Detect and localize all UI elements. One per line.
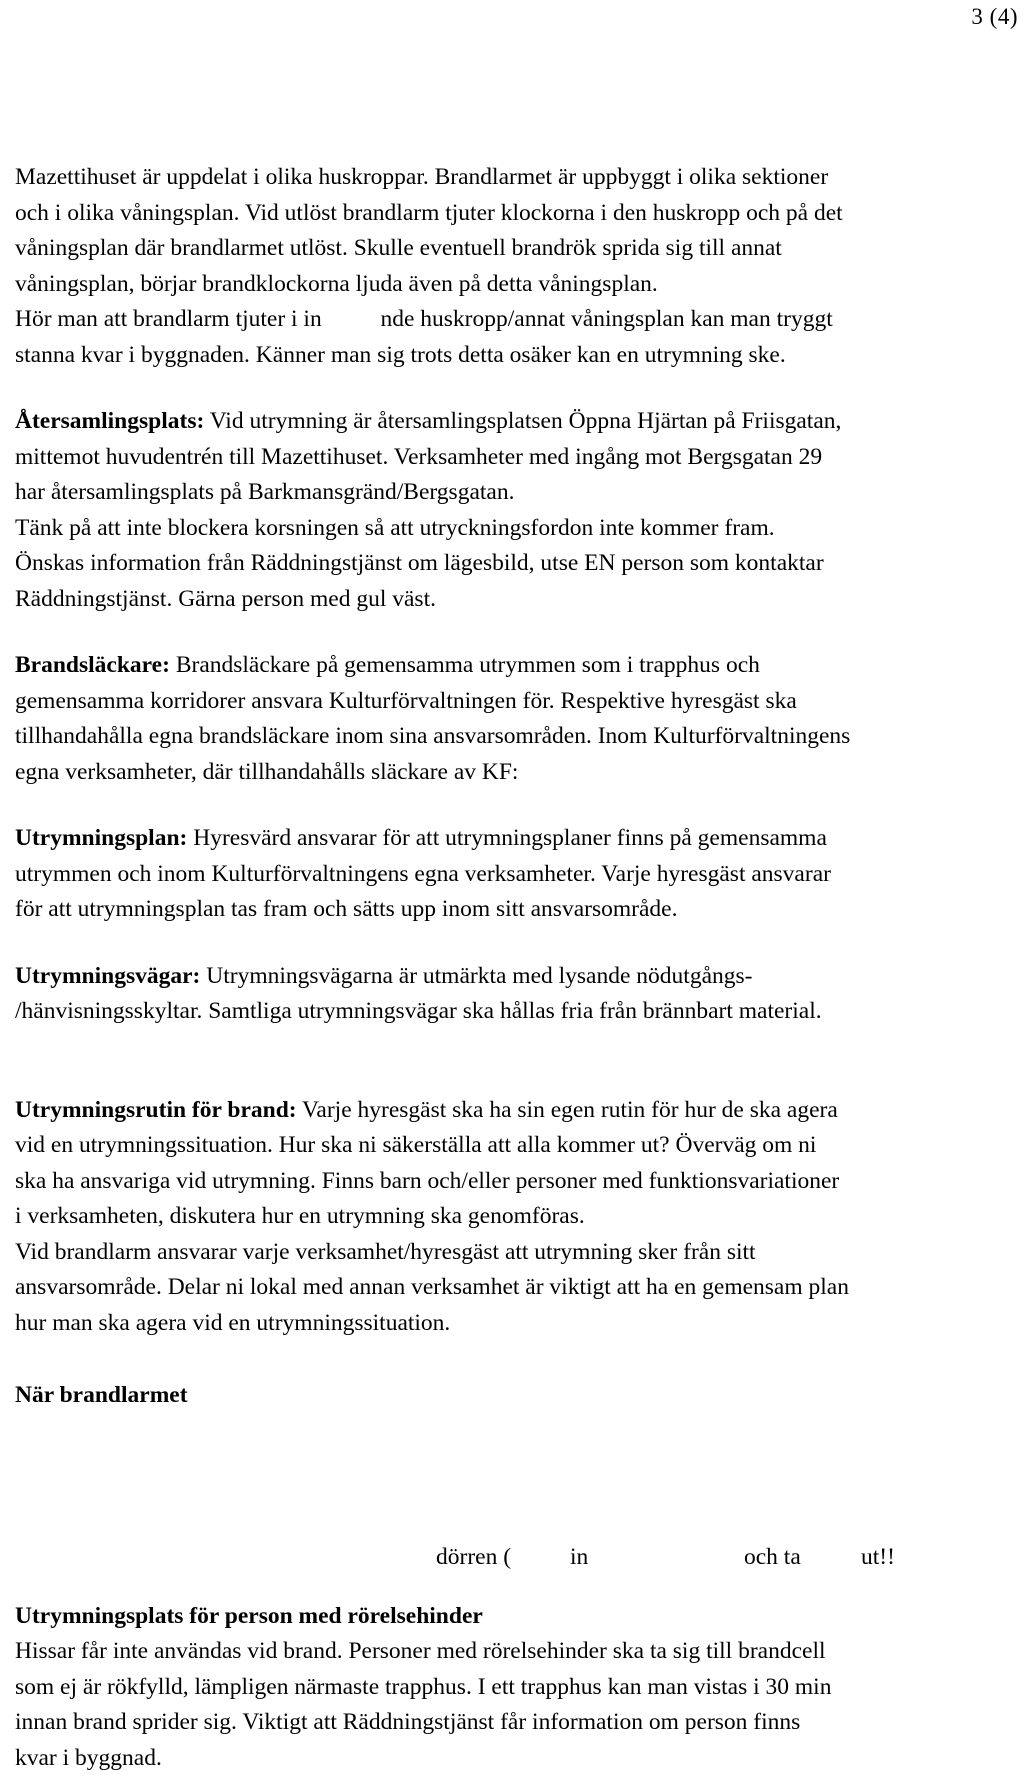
intro-line: Mazettihuset är uppdelat i olika huskroppar. Brandlarmet är uppbyggt i olika sektioner [15,160,1020,196]
fragment-text: in [570,1539,588,1575]
utrymningsplan-first-line [15,821,1020,857]
rorelsehinder-line: Hissar får inte användas vid brand. Personer med rörelsehinder ska ta sig till brandcell [15,1634,1020,1670]
utrymningsrutin-line: vid en utrymningssituation. Hur ska ni säkerställa att alla kommer ut? Överväg om ni [15,1128,1020,1164]
utrymningsrutin-line: ansvarsområde. Delar ni lokal med annan verksamhet är viktigt att ha en gemensam plan [15,1270,1020,1306]
utrymningsplan-text: Hyresvärd ansvarar för att utrymningsplaner finns på gemensamma [187,825,827,851]
redacted-line [15,1539,1020,1575]
atersamlingsplats-heading: Återsamlingsplats: [15,408,204,434]
intro-line: våningsplan, börjar brandklockorna ljuda även på detta våningsplan. [15,267,1020,303]
brandslackare-line: tillhandahålla egna brandsläckare inom sina ansvarsområden. Inom Kulturförvaltningens [15,719,1020,755]
intro-line: stanna kvar i byggnaden. Känner man sig trots detta osäker kan en utrymning ske. [15,338,1020,374]
intro-section [15,160,1020,373]
utrymningsrutin-section [15,1093,1020,1342]
utrymningsrutin-line: hur man ska agera vid en utrymningssituation. [15,1306,1020,1342]
nar-brandlarmet-heading: När brandlarmet [15,1378,1020,1414]
brandslackare-heading: Brandsläckare: [15,652,170,678]
atersamlingsplats-line: Räddningstjänst. Gärna person med gul väst. [15,582,1020,618]
atersamlingsplats-line: Tänk på att inte blockera korsningen så att utryckningsfordon inte kommer fram. [15,511,1020,547]
document-body [15,160,1020,1776]
rorelsehinder-line: kvar i byggnad. [15,1741,1020,1776]
fragment-text: och ta [744,1539,801,1575]
utrymningsrutin-heading: Utrymningsrutin för brand: [15,1097,297,1123]
intro-line: Hör man att brandlarm tjuter i in nde huskropp/annat våningsplan kan man tryggt [15,302,1020,338]
brandslackare-section [15,648,1020,790]
utrymningsplan-line: utrymmen och inom Kulturförvaltningens egna verksamheter. Varje hyresgäst ansvarar [15,857,1020,893]
page-number: 3 (4) [971,4,1018,30]
rorelsehinder-line: innan brand sprider sig. Viktigt att Räddningstjänst får information om person finns [15,1705,1020,1741]
rorelsehinder-heading: Utrymningsplats för person med rörelsehinder [15,1599,1020,1635]
atersamlingsplats-text: Vid utrymning är återsamlingsplatsen Öppna Hjärtan på Friisgatan, [204,408,841,434]
brandslackare-first-line [15,648,1020,684]
utrymningsplan-line: för att utrymningsplan tas fram och sätts upp inom sitt ansvarsområde. [15,892,1020,928]
utrymningsplan-heading: Utrymningsplan: [15,825,187,851]
utrymningsplan-section [15,821,1020,928]
rorelsehinder-section [15,1599,1020,1776]
atersamlingsplats-line: har återsamlingsplats på Barkmansgränd/Bergsgatan. [15,475,1020,511]
utrymningsrutin-line: Vid brandlarm ansvarar varje verksamhet/hyresgäst att utrymning sker från sitt [15,1235,1020,1271]
utrymningsrutin-first-line [15,1093,1020,1129]
atersamlingsplats-section [15,404,1020,617]
utrymningsvagar-line: /hänvisningsskyltar. Samtliga utrymningsvägar ska hållas fria från brännbart material. [15,994,1020,1030]
utrymningsvagar-heading: Utrymningsvägar: [15,963,200,989]
atersamlingsplats-line: Önskas information från Räddningstjänst om lägesbild, utse EN person som kontaktar [15,546,1020,582]
utrymningsrutin-text: Varje hyresgäst ska ha sin egen rutin för hur de ska agera [297,1097,838,1123]
atersamlingsplats-line: mittemot huvudentrén till Mazettihuset. Verksamheter med ingång mot Bergsgatan 29 [15,440,1020,476]
utrymningsrutin-line: i verksamheten, diskutera hur en utrymning ska genomföras. [15,1199,1020,1235]
brandslackare-line: egna verksamheter, där tillhandahålls släckare av KF: [15,755,1020,791]
nar-brandlarmet-section [15,1378,1020,1575]
intro-line: och i olika våningsplan. Vid utlöst brandlarm tjuter klockorna i den huskropp och på det [15,196,1020,232]
atersamlingsplats-first-line [15,404,1020,440]
brandslackare-text: Brandsläckare på gemensamma utrymmen som i trapphus och [170,652,760,678]
utrymningsrutin-line: ska ha ansvariga vid utrymning. Finns barn och/eller personer med funktionsvariationer [15,1164,1020,1200]
fragment-text: ut!! [861,1539,895,1575]
intro-line: våningsplan där brandlarmet utlöst. Skulle eventuell brandrök sprida sig till annat [15,231,1020,267]
utrymningsvagar-first-line [15,959,1020,995]
utrymningsvagar-section [15,959,1020,1030]
fragment-text: dörren ( [436,1539,511,1575]
rorelsehinder-line: som ej är rökfylld, lämpligen närmaste trapphus. I ett trapphus kan man vistas i 30 min [15,1670,1020,1706]
utrymningsvagar-text: Utrymningsvägarna är utmärkta med lysande nödutgångs- [200,963,752,989]
brandslackare-line: gemensamma korridorer ansvara Kulturförvaltningen för. Respektive hyresgäst ska [15,684,1020,720]
